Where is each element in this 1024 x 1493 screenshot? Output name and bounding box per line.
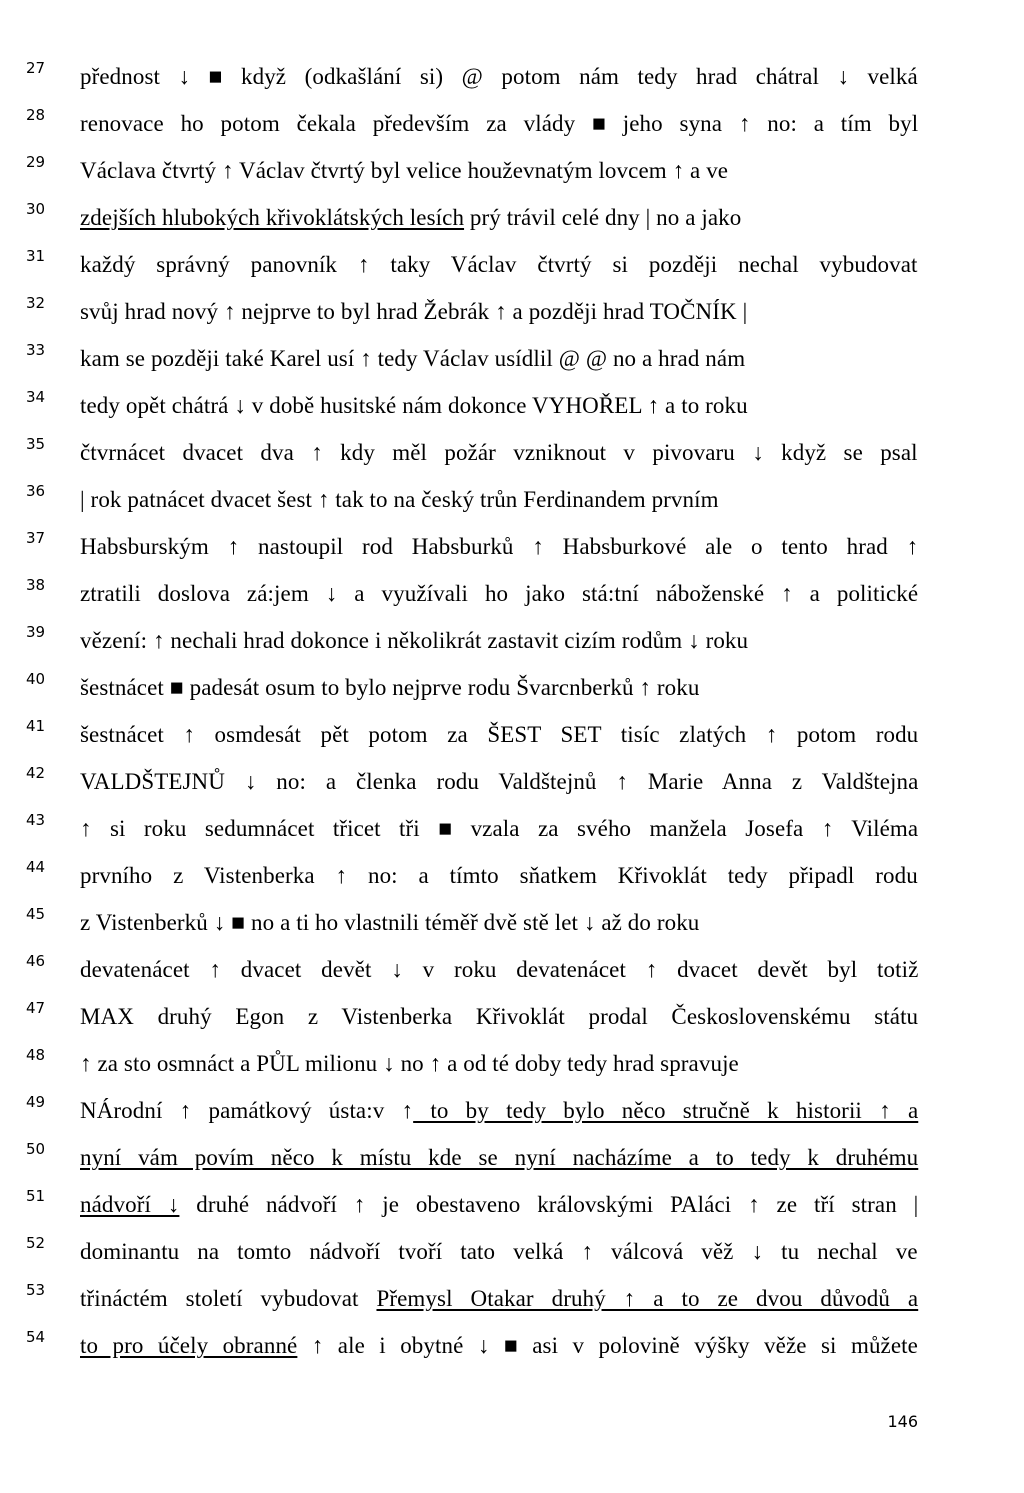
line-number: 44 — [26, 858, 46, 876]
line-number: 37 — [26, 529, 46, 547]
transcript-line — [0, 340, 1024, 386]
line-text: zdejších hlubokých křivoklátských lesích prý trávil celé dny | no a jako — [80, 205, 742, 230]
underlined-text: Přemysl Otakar druhý ↑ a to ze dvou důvodů a — [376, 1286, 919, 1311]
transcript-line — [0, 622, 1024, 668]
line-number: 41 — [26, 717, 46, 735]
line-number: 43 — [26, 811, 46, 829]
line-text: devatenácet ↑ dvacet devět ↓ v roku devatenácet ↑ dvacet devět byl totiž — [80, 957, 919, 982]
line-number: 32 — [26, 294, 46, 312]
transcript-line — [0, 434, 1024, 480]
line-number: 36 — [26, 482, 46, 500]
line-text — [80, 1143, 918, 1173]
line-number: 53 — [26, 1281, 46, 1299]
line-text: svůj hrad nový ↑ nejprve to byl hrad Žebrák ↑ a později hrad TOČNÍK | — [80, 299, 748, 324]
line-text: třináctém století vybudovat Přemysl Otakar druhý ↑ a to ze dvou důvodů a — [80, 1286, 919, 1311]
underlined-text: to pro účely obranné — [80, 1333, 298, 1358]
line-number: 35 — [26, 435, 46, 453]
transcript-line — [0, 246, 1024, 292]
line-text: | rok patnácet dvacet šest ↑ tak to na český trůn Ferdinandem prvním — [80, 487, 719, 512]
line-text: ↑ si roku sedumnácet třicet tři ■ vzala za svého manžela Josefa ↑ Viléma — [80, 816, 919, 841]
line-text: ztratili doslova zá:jem ↓ a využívali ho jako stá:tní náboženské ↑ a politické — [80, 581, 919, 606]
line-text: to pro účely obranné ↑ ale i obytné ↓ ■ asi v polovině výšky věže si můžete — [80, 1333, 918, 1358]
transcript-line — [0, 1233, 1024, 1279]
transcript-line — [0, 293, 1024, 339]
transcript-line — [0, 951, 1024, 997]
transcript-line — [0, 387, 1024, 433]
transcript-line — [0, 904, 1024, 950]
transcript-line — [0, 1327, 1024, 1373]
underlined-text: nyní vám povím něco k místu kde se nyní nacházíme a to tedy k druhému — [80, 1145, 919, 1170]
transcript-line — [0, 716, 1024, 762]
transcript-line — [0, 575, 1024, 621]
line-text: přednost ↓ ■ když (odkašlání si) @ potom nám tedy hrad chátral ↓ velká — [80, 64, 918, 89]
transcript-line — [0, 810, 1024, 856]
line-number: 39 — [26, 623, 46, 641]
transcript-line — [0, 1092, 1024, 1138]
page-number: 146 — [887, 1412, 918, 1431]
line-number: 30 — [26, 200, 46, 218]
transcript-line — [0, 481, 1024, 527]
line-text: vězení: ↑ nechali hrad dokonce i několikrát zastavit cizím rodům ↓ roku — [80, 628, 749, 653]
line-number: 42 — [26, 764, 46, 782]
transcript-line — [0, 669, 1024, 715]
line-number: 54 — [26, 1328, 46, 1346]
transcript-line — [0, 1139, 1024, 1185]
transcript-line — [0, 998, 1024, 1044]
transcript-line — [0, 58, 1024, 104]
line-text: renovace ho potom čekala především za vlády ■ jeho syna ↑ no: a tím byl — [80, 111, 919, 136]
underlined-text: to by tedy bylo něco stručně k historii ↑ a — [413, 1098, 919, 1123]
line-text: z Vistenberků ↓ ■ no a ti ho vlastnili téměř dvě stě let ↓ až do roku — [80, 910, 700, 935]
line-text: MAX druhý Egon z Vistenberka Křivoklát prodal Československému státu — [80, 1004, 919, 1029]
line-number: 27 — [26, 59, 46, 77]
line-number: 48 — [26, 1046, 46, 1064]
line-text: Habsburským ↑ nastoupil rod Habsburků ↑ Habsburkové ale o tento hrad ↑ — [80, 534, 919, 559]
transcript-line — [0, 199, 1024, 245]
underlined-text: zdejších hlubokých křivoklátských lesích — [80, 205, 465, 230]
line-text: nádvoří ↓ druhé nádvoří ↑ je obestaveno královskými PAláci ↑ ze tří stran | — [80, 1192, 919, 1217]
line-number: 38 — [26, 576, 46, 594]
transcript-line — [0, 1280, 1024, 1326]
line-number: 33 — [26, 341, 46, 359]
transcript-line — [0, 152, 1024, 198]
line-text: dominantu na tomto nádvoří tvoří tato velká ↑ válcová věž ↓ tu nechal ve — [80, 1239, 918, 1264]
line-text: VALDŠTEJNŮ ↓ no: a členka rodu Valdštejnů ↑ Marie Anna z Valdštejna — [80, 769, 919, 794]
line-number: 50 — [26, 1140, 46, 1158]
line-text: každý správný panovník ↑ taky Václav čtvrtý si později nechal vybudovat — [80, 252, 918, 277]
line-number: 31 — [26, 247, 46, 265]
line-number: 46 — [26, 952, 46, 970]
transcript-line — [0, 763, 1024, 809]
line-text: kam se později také Karel usí ↑ tedy Václav usídlil @ @ no a hrad nám — [80, 346, 746, 371]
line-number: 51 — [26, 1187, 46, 1205]
underlined-text: nádvoří ↓ — [80, 1192, 180, 1217]
line-text: prvního z Vistenberka ↑ no: a tímto sňatkem Křivoklát tedy připadl rodu — [80, 863, 918, 888]
line-text: čtvrnácet dvacet dva ↑ kdy měl požár vzniknout v pivovaru ↓ když se psal — [80, 440, 918, 465]
line-number: 40 — [26, 670, 46, 688]
transcript-line — [0, 105, 1024, 151]
line-number: 34 — [26, 388, 46, 406]
line-text: tedy opět chátrá ↓ v době husitské nám dokonce VYHOŘEL ↑ a to roku — [80, 393, 748, 418]
line-text: šestnácet ↑ osmdesát pět potom za ŠEST SET tisíc zlatých ↑ potom rodu — [80, 722, 919, 747]
transcript-line — [0, 1045, 1024, 1091]
line-number: 29 — [26, 153, 46, 171]
transcript-line — [0, 1186, 1024, 1232]
transcript-line — [0, 857, 1024, 903]
transcript-line — [0, 528, 1024, 574]
line-text: ↑ za sto osmnáct a PŮL milionu ↓ no ↑ a od té doby tedy hrad spravuje — [80, 1051, 739, 1076]
line-number: 47 — [26, 999, 46, 1017]
line-text: šestnácet ■ padesát osum to bylo nejprve rodu Švarcnberků ↑ roku — [80, 675, 700, 700]
line-number: 49 — [26, 1093, 46, 1111]
line-text: NÁrodní ↑ památkový ústa:v ↑ to by tedy bylo něco stručně k historii ↑ a — [80, 1098, 919, 1123]
line-number: 28 — [26, 106, 46, 124]
line-text: Václava čtvrtý ↑ Václav čtvrtý byl velice houževnatým lovcem ↑ a ve — [80, 158, 729, 183]
line-number: 45 — [26, 905, 46, 923]
line-number: 52 — [26, 1234, 46, 1252]
